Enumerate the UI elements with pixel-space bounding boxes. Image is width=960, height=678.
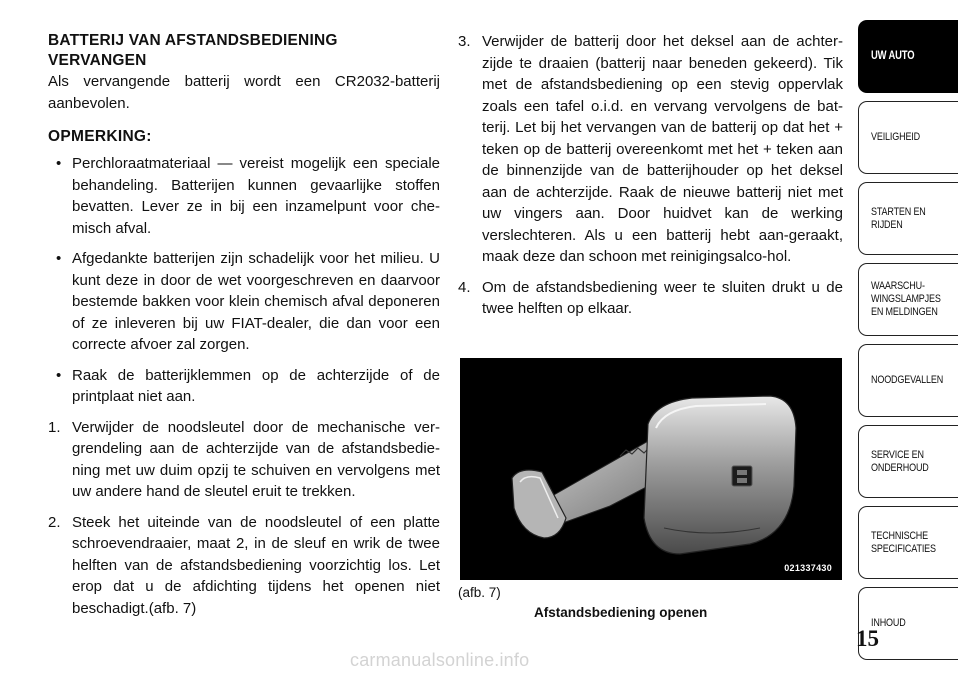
bullet-mark: • — [56, 366, 62, 384]
tab-noodgevallen[interactable] — [858, 344, 958, 417]
step-item — [48, 417, 440, 503]
tab-label: WINGSLAMPJES — [871, 293, 941, 305]
step-number: 1. — [48, 418, 61, 436]
bullet-text: Perchloraatmateriaal — vereist mogelijk een speciale behandeling. Batterijen kunnen gevaarlijke stoffen bevatten. Lever ze in bij een inzamelpunt voor che-misch afval. — [72, 155, 440, 237]
tab-veiligheid[interactable] — [858, 101, 958, 174]
step-item — [458, 31, 843, 268]
figure-caption: Afstandsbediening openen — [534, 605, 708, 620]
step-text: Verwijder de batterij door het deksel aan de achter-zijde te draaien (batterij naar beneden gekeerd). Tik met de afstandsbediening op een stevig oppervlak zoals een tafel o.i.d. en vervang vervolgens de bat-terij. Let bij het vervangen van de batterij op dat het + teken op de batterij overeenkomt met het + teken aan de binnenzijde van de batterijhouder op het deksel aan de achterzijde. Raak de nieuwe batterij niet met uw vingers aan. Door huidvet kan de werking verslechteren. Als u een batterij hebt aan-geraakt, maak deze dan schoon met reinigingsalco-hol. — [482, 33, 843, 265]
tab-service-en-onderhoud[interactable] — [858, 425, 958, 498]
tab-starten-en-rijden[interactable] — [858, 182, 958, 255]
key-fob-illustration — [460, 358, 842, 580]
tab-label: UW AUTO — [871, 50, 915, 62]
left-column — [48, 31, 440, 628]
key-fob-figure — [460, 358, 842, 580]
intro-paragraph: Als vervangende batterij wordt een CR2032-batterij aanbevolen. — [48, 73, 440, 112]
step-text: Verwijder de noodsleutel door de mechanische ver-grendeling aan de achterzijde van de afstandsbedie-ning met uw duim opzij te schuiven en vervolgens met uw andere hand de sleutel eruit te trekken. — [72, 418, 440, 500]
tab-uw-auto[interactable] — [858, 20, 958, 93]
note-title: OPMERKING: — [48, 128, 152, 145]
step-number: 4. — [458, 278, 471, 296]
step-number: 2. — [48, 513, 61, 531]
step-number: 3. — [458, 33, 471, 50]
tab-label: EN MELDINGEN — [871, 306, 938, 318]
step-text: Om de afstandsbediening weer te sluiten drukt u de twee helften op elkaar. — [482, 278, 843, 317]
chapter-sidebar — [858, 20, 960, 668]
tab-label: STARTEN EN — [871, 205, 926, 218]
bullet-mark: • — [56, 250, 62, 267]
step-item — [458, 277, 843, 320]
tab-label: NOODGEVALLEN — [871, 374, 944, 386]
tab-label: RIJDEN — [871, 218, 903, 231]
right-column — [458, 31, 843, 329]
bullet-item — [48, 248, 440, 356]
tab-label: WAARSCHU- — [871, 280, 925, 292]
bullet-text: Afgedankte batterijen zijn schadelijk voor het milieu. U kunt deze in door de wet voorgeschreven en daarvoor bestemde bakken voor klein chemisch afval deponeren of ze inleveren bij uw FIAT-dealer, die dan voor een correcte afvoer zal zorgen. — [72, 250, 440, 353]
section-title — [48, 31, 440, 71]
watermark: carmanualsonline.info — [350, 650, 530, 670]
step-item — [48, 512, 440, 620]
figure-reference: (afb. 7) — [458, 585, 501, 600]
tab-label: INHOUD — [871, 617, 906, 629]
bullet-mark: • — [56, 155, 62, 172]
bullet-item — [48, 365, 440, 408]
step-text: Steek het uiteinde van de noodsleutel of een platte schroevendraaier, maat 2, in de sleuf en wrik de twee helften van de afstandsbediening voorzichtig los. Let erop dat u de afdichting tijdens het openen niet beschadigt.(afb. 7) — [72, 513, 440, 617]
section-title-line-2: VERVANGEN — [48, 52, 147, 69]
tab-waarschuwingslampjes[interactable] — [858, 263, 958, 336]
tab-label: TECHNISCHE — [871, 529, 929, 542]
tab-label: SPECIFICATIES — [871, 542, 936, 555]
tab-label: VEILIGHEID — [871, 131, 920, 143]
figure-code: 021337430 — [784, 563, 832, 573]
bullet-text: Raak de batterijklemmen op de achterzijde of de printplaat niet aan. — [72, 366, 440, 405]
tab-technische-specificaties[interactable] — [858, 506, 958, 579]
tab-label: SERVICE EN — [871, 448, 924, 461]
page-number: 15 — [856, 626, 879, 651]
tab-label: ONDERHOUD — [871, 461, 929, 474]
bullet-item — [48, 153, 440, 239]
section-title-line-1: BATTERIJ VAN AFSTANDSBEDIENING — [48, 32, 338, 49]
